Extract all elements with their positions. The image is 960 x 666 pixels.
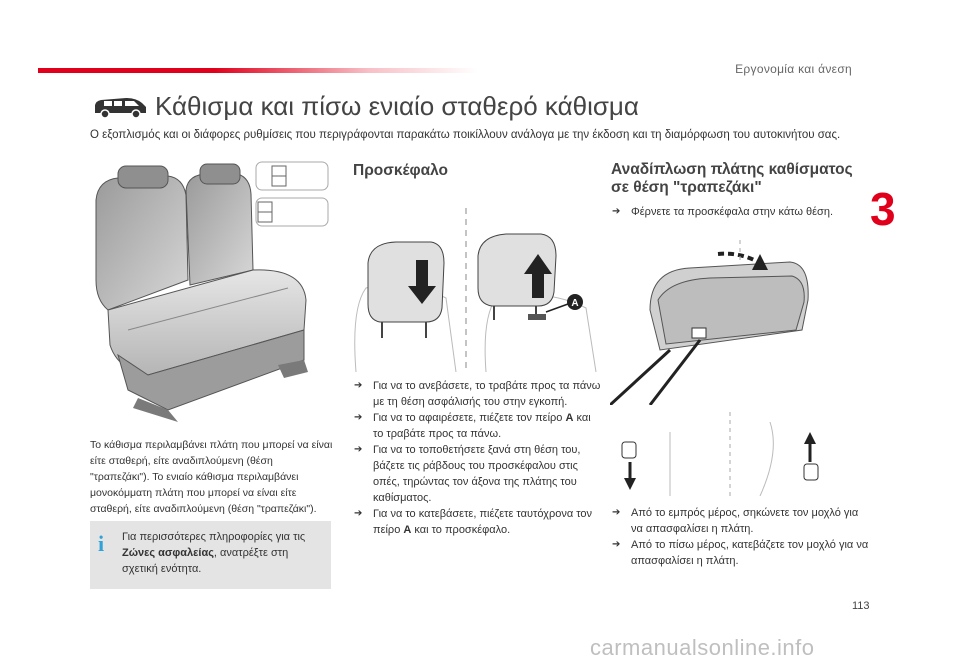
page-number: 113: [852, 600, 870, 612]
list-item: ➔ Για να το αφαιρέσετε, πιέζετε τον πείρο A και το τραβάτε προς τα πάνω.: [351, 410, 601, 442]
folding-instructions-bottom: [609, 505, 869, 569]
list-item: ➔ Για να το ανεβάσετε, το τραβάτε προς τα πάνω με τη θέση ασφάλισής του στην εγκοπή.: [351, 378, 601, 410]
info-text: Για περισσότερες πληροφορίες για τις Ζώνες ασφαλείας, ανατρέξτε στη σχετική ενότητα.: [122, 531, 306, 575]
header-red-bar: [38, 68, 478, 73]
watermark: carmanualsonline.info: [590, 635, 815, 660]
info-icon: i: [98, 531, 105, 556]
header-title: Εργονομία και άνεση: [735, 62, 852, 76]
headrest-illustration: [346, 208, 602, 372]
list-item: ➔ Από το πίσω μέρος, κατεβάζετε τον μοχλό για να απασφαλίσει η πλάτη.: [609, 537, 869, 569]
headrest-instructions: [351, 378, 601, 538]
folding-title: Αναδίπλωση πλάτης καθίσματος σε θέση "τραπεζάκι": [611, 161, 853, 196]
rear-bench-illustration: [88, 160, 336, 422]
headrest-title: Προσκέφαλο: [353, 162, 449, 179]
folding-instruction-top: [609, 204, 869, 220]
seatbelts-link[interactable]: Ζώνες ασφαλείας: [122, 547, 214, 559]
seat-description: Το κάθισμα περιλαμβάνει πλάτη που μπορεί να είναι είτε σταθερή, είτε αναδιπλούμενη (θέση "τραπεζάκι"). Το ενιαίο κάθισμα περιλαμβάνει μονοκόμματη πλάτη που μπορεί να είναι είτε σταθερή, είτε αναδιπλούμενη (θέση "τραπεζάκι").: [90, 439, 333, 515]
info-box: [90, 521, 331, 589]
list-item: ➔ Για να το κατεβάσετε, πιέζετε ταυτόχρονα τον πείρο A και το προσκέφαλο.: [351, 506, 601, 538]
list-item: ➔ Φέρνετε τα προσκέφαλα στην κάτω θέση.: [609, 204, 869, 220]
van-icon: [92, 95, 148, 119]
list-item: ➔ Για να το τοποθετήσετε ξανά στη θέση του, βάζετε τις ράβδους του προσκέφαλου στις οπές, τηρώντας τον άξονα της πλάτης του καθίσματος.: [351, 442, 601, 506]
table-position-illustration: [610, 240, 850, 405]
intro-text: Ο εξοπλισμός και οι διάφορες ρυθμίσεις που περιγράφονται παρακάτω ποικίλλουν ανάλογα με την έκδοση και τη διαμόρφωση του αυτοκινήτου σας.: [90, 129, 841, 141]
seat-layout-icon: [256, 162, 328, 226]
list-item: ➔ Από το εμπρός μέρος, σηκώνετε τον μοχλό για να απασφαλίσει η πλάτη.: [609, 505, 869, 537]
lever-illustration: [610, 412, 850, 496]
page-title: Κάθισμα και πίσω ενιαίο σταθερό κάθισμα: [155, 91, 639, 121]
chapter-number: 3: [870, 183, 896, 235]
pin-a-label: A: [571, 298, 579, 309]
